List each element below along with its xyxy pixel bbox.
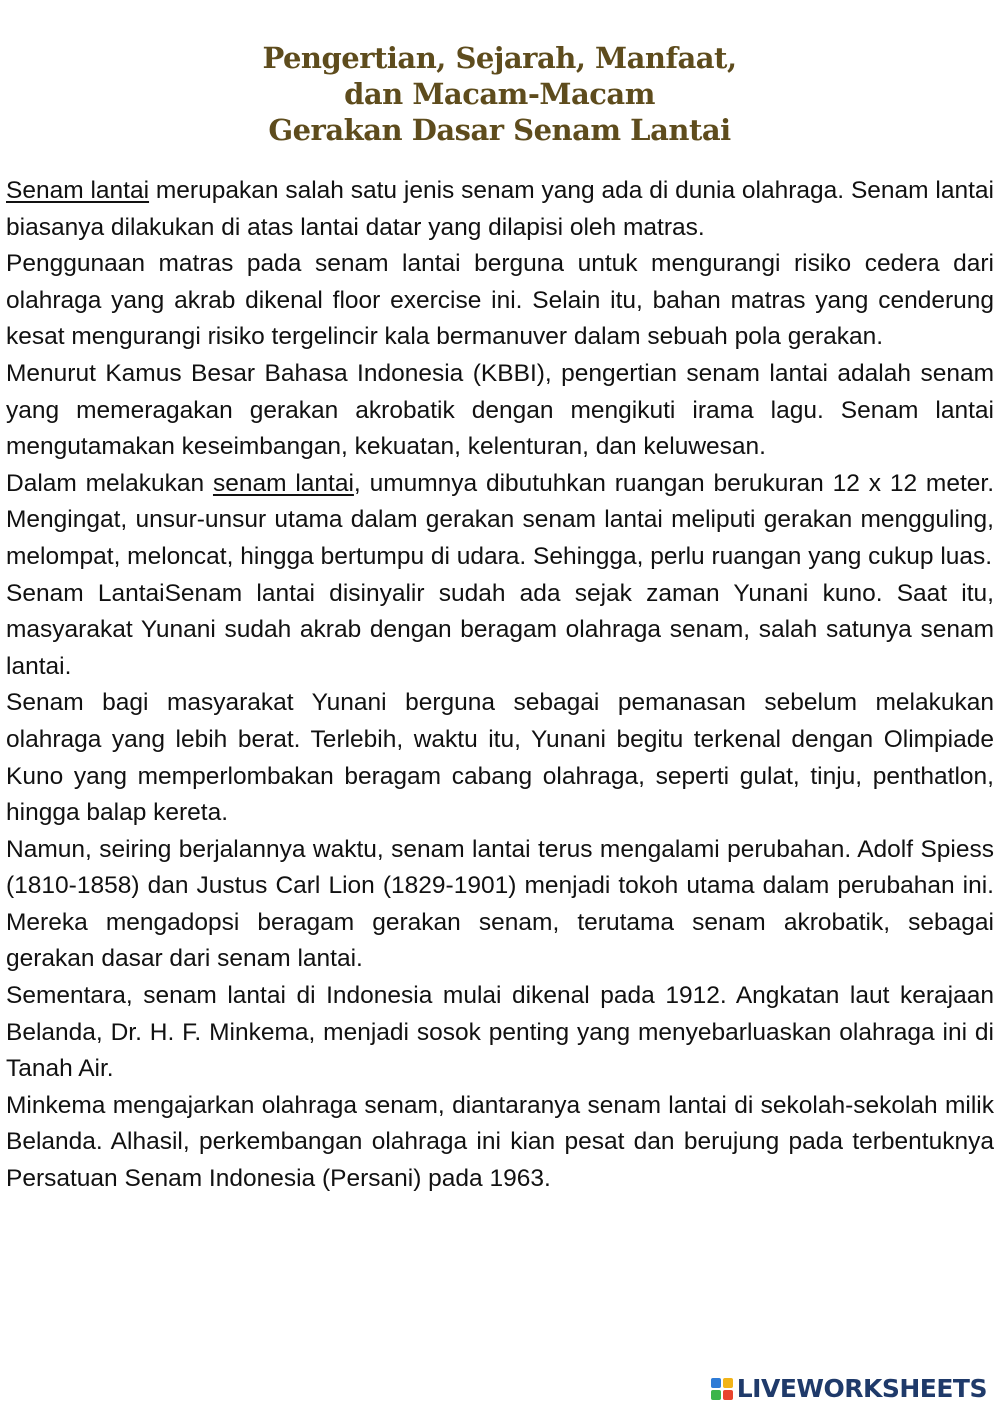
page-title	[0, 40, 999, 148]
senam-lantai-link-2[interactable]: senam lantai	[212, 469, 354, 497]
senam-lantai-link-1[interactable]: Senam lantai	[6, 177, 150, 204]
paragraph-9: Minkema mengajarkan olahraga senam, diantaranya senam lantai di sekolah-sekolah milik Belanda. Alhasil, perkembangan olahraga ini kian pesat dan berujung pada terbentuknya Persatuan Senam Indonesia (Persani) pada 1963.	[6, 1091, 994, 1193]
paragraph-8: Sementara, senam lantai di Indonesia mulai dikenal pada 1912. Angkatan laut kerajaan Belanda, Dr. H. F. Minkema, menjadi sosok penting yang menyebarluaskan olahraga ini di Tanah Air.	[6, 982, 994, 1083]
brand-label: LIVEWORKSHEETS	[736, 1374, 987, 1403]
paragraph-7: Namun, seiring berjalannya waktu, senam lantai terus mengalami perubahan. Adolf Spiess (1810-1858) dan Justus Carl Lion (1829-1901) menjadi tokoh utama dalam perubahan ini. Mereka mengadopsi beragam gerakan senam, terutama senam akrobatik, sebagai gerakan dasar dari senam lantai.	[6, 835, 994, 973]
paragraph-5: Senam LantaiSenam lantai disinyalir sudah ada sejak zaman Yunani kuno. Saat itu, masyarakat Yunani sudah akrab dengan beragam olahraga senam, salah satunya senam lantai.	[6, 579, 994, 680]
paragraph-6: Senam bagi masyarakat Yunani berguna sebagai pemanasan sebelum melakukan olahraga yang lebih berat. Terlebih, waktu itu, Yunani begitu terkenal dengan Olimpiade Kuno yang memperlombakan beragam cabang olahraga, seperti gulat, tinju, penthatlon, hingga balap kereta.	[6, 689, 994, 827]
paragraph-4-text: , umumnya dibutuhkan ruangan berukuran 12 x 12 meter. Mengingat, unsur-unsur utama dalam gerakan senam lantai meliputi gerakan mengguling, melompat, meloncat, hingga bertumpu di udara. Sehingga, perlu ruangan yang cukup luas.	[6, 469, 994, 570]
paragraph-4-start: Dalam melakukan	[6, 469, 213, 497]
title-line-1: Pengertian, Sejarah, Manfaat,	[262, 41, 737, 75]
article-body	[6, 173, 994, 1198]
title-line-2: dan Macam-Macam	[344, 77, 655, 111]
liveworksheets-footer[interactable]	[711, 1374, 987, 1403]
paragraph-4	[6, 466, 994, 576]
title-line-3: Gerakan Dasar Senam Lantai	[268, 113, 731, 147]
paragraph-1-text: merupakan salah satu jenis senam yang ada di dunia olahraga. Senam lantai biasanya dilakukan di atas lantai datar yang dilapisi oleh matras.	[6, 177, 994, 241]
paragraph-2: Penggunaan matras pada senam lantai berguna untuk mengurangi risiko cedera dari olahraga yang akrab dikenal floor exercise ini. Selain itu, bahan matras yang cenderung kesat mengurangi risiko tergelincir kala bermanuver dalam sebuah pola gerakan.	[6, 250, 994, 351]
liveworksheets-logo-icon	[711, 1378, 733, 1400]
paragraph-1	[6, 173, 994, 246]
paragraph-3: Menurut Kamus Besar Bahasa Indonesia (KBBI), pengertian senam lantai adalah senam yang memeragakan gerakan akrobatik dengan mengikuti irama lagu. Senam lantai mengutamakan keseimbangan, kekuatan, kelenturan, dan keluwesan.	[6, 359, 994, 461]
